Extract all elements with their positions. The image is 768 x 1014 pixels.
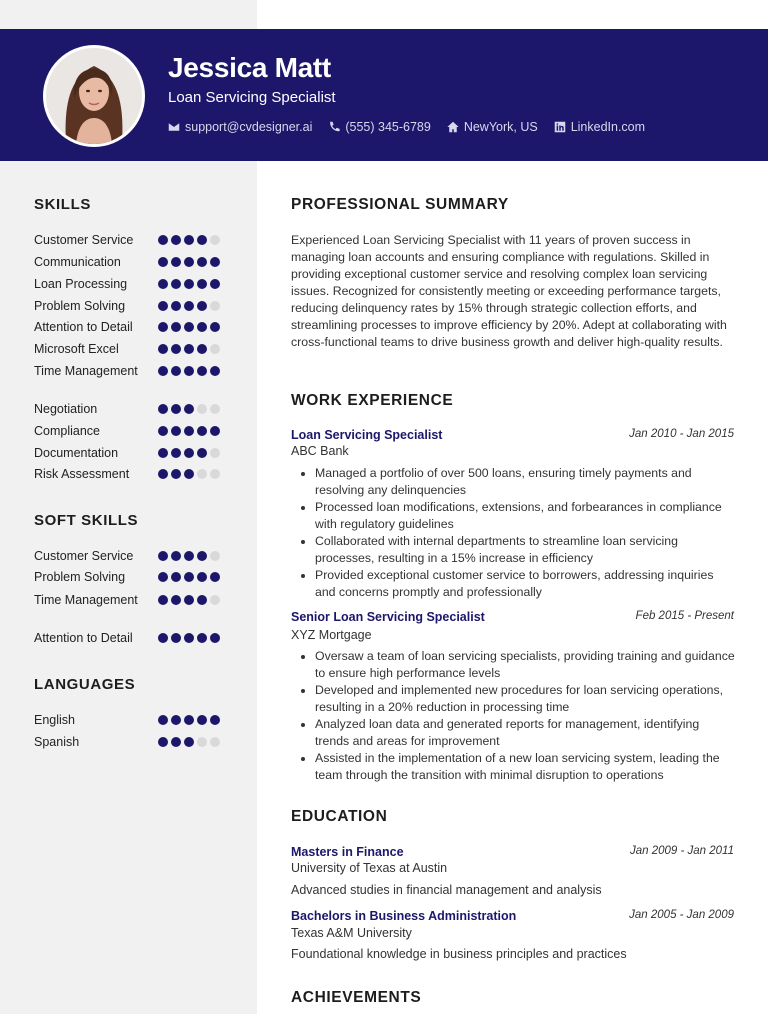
rating-dot — [210, 633, 220, 643]
job-title: Senior Loan Servicing Specialist — [291, 610, 485, 624]
job-title: Loan Servicing Specialist — [291, 428, 443, 442]
job-dates: Jan 2010 - Jan 2015 — [629, 428, 734, 440]
rating-dot — [210, 448, 220, 458]
rating-label: Attention to Detail — [34, 631, 133, 645]
job-bullet: Analyzed loan data and generated reports for management, identifying trends and areas for improvement — [315, 716, 735, 750]
rating-row — [34, 297, 224, 315]
phone-text: (555) 345-6789 — [345, 120, 431, 134]
rating-dot — [158, 257, 168, 267]
rating-row — [34, 733, 224, 751]
company-name: ABC Bank — [291, 444, 349, 458]
rating-dot — [197, 257, 207, 267]
job-bullet: Managed a portfolio of over 500 loans, ensuring timely payments and resolving any delinquencies — [315, 465, 735, 499]
rating-label: Compliance — [34, 424, 101, 438]
rating-row — [34, 465, 224, 483]
rating-dot — [210, 404, 220, 414]
rating-dots — [158, 322, 223, 332]
rating-dot — [210, 469, 220, 479]
rating-dot — [210, 344, 220, 354]
job-bullets — [315, 465, 735, 601]
email-text: support@cvdesigner.ai — [185, 120, 313, 134]
rating-dot — [184, 235, 194, 245]
rating-dot — [197, 737, 207, 747]
rating-dot — [158, 279, 168, 289]
rating-dots — [158, 235, 223, 245]
profile-photo — [46, 48, 142, 144]
rating-dot — [171, 595, 181, 605]
rating-dot — [184, 469, 194, 479]
soft-skills-heading: SOFT SKILLS — [34, 512, 139, 529]
rating-dot — [197, 633, 207, 643]
rating-row — [34, 568, 224, 586]
rating-label: Documentation — [34, 446, 119, 460]
rating-row — [34, 711, 224, 729]
summary-heading: PROFESSIONAL SUMMARY — [291, 196, 509, 213]
location-text: NewYork, US — [463, 120, 538, 134]
rating-dot — [184, 344, 194, 354]
rating-dot — [210, 301, 220, 311]
rating-dot — [158, 404, 168, 414]
rating-label: Risk Assessment — [34, 467, 130, 481]
rating-dots — [158, 572, 223, 582]
rating-dot — [158, 469, 168, 479]
rating-row — [34, 340, 224, 358]
home-icon — [447, 121, 459, 133]
rating-dot — [171, 366, 181, 376]
rating-row — [34, 444, 224, 462]
rating-dot — [210, 322, 220, 332]
languages-heading: LANGUAGES — [34, 676, 136, 693]
rating-dot — [210, 366, 220, 376]
rating-dot — [171, 715, 181, 725]
contact-linkedin[interactable] — [554, 120, 645, 134]
rating-dot — [210, 572, 220, 582]
rating-label: Negotiation — [34, 402, 98, 416]
candidate-role: Loan Servicing Specialist — [168, 89, 336, 106]
rating-dot — [210, 257, 220, 267]
rating-dot — [184, 737, 194, 747]
rating-dots — [158, 551, 223, 561]
experience-heading: WORK EXPERIENCE — [291, 392, 454, 409]
rating-dot — [184, 257, 194, 267]
rating-dots — [158, 279, 223, 289]
rating-dot — [171, 344, 181, 354]
rating-dot — [171, 404, 181, 414]
degree-dates: Jan 2005 - Jan 2009 — [629, 909, 734, 921]
rating-row — [34, 253, 224, 271]
rating-label: Customer Service — [34, 549, 134, 563]
job-bullet: Collaborated with internal departments to streamline loan servicing processes, resulting in a 15% increase in efficiency — [315, 533, 735, 567]
job-dates: Feb 2015 - Present — [635, 610, 734, 622]
rating-dot — [197, 469, 207, 479]
envelope-icon — [168, 121, 180, 133]
rating-dot — [184, 404, 194, 414]
job-bullets — [315, 648, 735, 784]
candidate-name: Jessica Matt — [168, 52, 331, 83]
rating-dot — [158, 551, 168, 561]
rating-dot — [210, 426, 220, 436]
rating-row — [34, 400, 224, 418]
rating-dot — [197, 426, 207, 436]
rating-label: Communication — [34, 255, 121, 269]
rating-label: Attention to Detail — [34, 320, 133, 334]
rating-dot — [210, 715, 220, 725]
rating-label: Microsoft Excel — [34, 342, 119, 356]
rating-dot — [184, 448, 194, 458]
achievements-heading: ACHIEVEMENTS — [291, 989, 422, 1006]
rating-dot — [197, 235, 207, 245]
rating-label: English — [34, 713, 75, 727]
rating-dot — [197, 366, 207, 376]
rating-dot — [184, 551, 194, 561]
rating-dot — [158, 366, 168, 376]
rating-row — [34, 362, 224, 380]
rating-row — [34, 275, 224, 293]
degree-description: Foundational knowledge in business principles and practices — [291, 947, 627, 961]
rating-dot — [171, 426, 181, 436]
education-heading: EDUCATION — [291, 808, 388, 825]
rating-row — [34, 629, 224, 647]
rating-dots — [158, 426, 223, 436]
contact-phone[interactable] — [328, 120, 430, 134]
rating-dot — [158, 322, 168, 332]
contact-bar — [168, 120, 661, 134]
rating-dot — [171, 279, 181, 289]
rating-dots — [158, 448, 223, 458]
rating-dot — [197, 448, 207, 458]
rating-row — [34, 547, 224, 565]
rating-dot — [158, 426, 168, 436]
rating-dot — [158, 595, 168, 605]
rating-dot — [171, 551, 181, 561]
rating-row — [34, 231, 224, 249]
rating-dot — [197, 279, 207, 289]
rating-dot — [184, 715, 194, 725]
rating-dot — [184, 322, 194, 332]
rating-label: Spanish — [34, 735, 80, 749]
rating-dots — [158, 715, 223, 725]
rating-row — [34, 591, 224, 609]
rating-dot — [171, 257, 181, 267]
degree-dates: Jan 2009 - Jan 2011 — [629, 845, 734, 857]
job-bullet: Developed and implemented new procedures for loan servicing operations, resulting in a 20% reduction in processing time — [315, 682, 735, 716]
rating-dot — [171, 633, 181, 643]
rating-dots — [158, 469, 223, 479]
rating-label: Time Management — [34, 364, 138, 378]
rating-dots — [158, 344, 223, 354]
job-bullet: Processed loan modifications, extensions, and forbearances in compliance with regulatory guidelines — [315, 499, 735, 533]
summary-text: Experienced Loan Servicing Specialist with 11 years of proven success in managing loan accounts and ensuring compliance with regulations. Skilled in providing exceptional customer service and resolving complex loan servicing issues. Recognized for consistently meeting or exceeding performance targets, reducing delinquency rates by 15% through strategic collection efforts, and streamlining processes to improve efficiency by 20%. Adept at collaborating with cross-functional teams to drive business growth and deliver high-quality results. — [291, 233, 727, 349]
rating-dots — [158, 301, 223, 311]
rating-dot — [184, 366, 194, 376]
phone-icon — [328, 121, 340, 133]
rating-label: Problem Solving — [34, 570, 126, 584]
rating-dot — [184, 279, 194, 289]
rating-dots — [158, 257, 223, 267]
job-bullet: Provided exceptional customer service to borrowers, addressing inquiries and concerns promptly and professionally — [315, 567, 735, 601]
rating-dot — [184, 426, 194, 436]
linkedin-text: LinkedIn.com — [570, 120, 646, 134]
rating-dot — [210, 551, 220, 561]
rating-label: Time Management — [34, 593, 138, 607]
rating-dot — [210, 595, 220, 605]
rating-row — [34, 318, 224, 336]
rating-dot — [184, 633, 194, 643]
rating-dots — [158, 633, 223, 643]
job-bullet: Oversaw a team of loan servicing specialists, providing training and guidance to ensure high performance levels — [315, 649, 735, 680]
rating-dot — [210, 235, 220, 245]
rating-dot — [197, 322, 207, 332]
skills-heading: SKILLS — [34, 196, 91, 213]
rating-dot — [184, 572, 194, 582]
rating-dot — [158, 448, 168, 458]
rating-dot — [184, 301, 194, 311]
rating-dots — [158, 404, 223, 414]
rating-dot — [171, 737, 181, 747]
rating-dot — [197, 344, 207, 354]
rating-dot — [158, 572, 168, 582]
job-bullet: Assisted in the implementation of a new loan servicing system, leading the team through the transition with minimal disruption to operations — [315, 750, 735, 784]
school-name: Texas A&M University — [291, 926, 412, 940]
rating-label: Problem Solving — [34, 299, 126, 313]
rating-dot — [158, 737, 168, 747]
rating-dot — [171, 469, 181, 479]
rating-dot — [158, 235, 168, 245]
rating-dot — [158, 344, 168, 354]
rating-dot — [158, 301, 168, 311]
degree-title: Bachelors in Business Administration — [291, 909, 517, 923]
rating-dot — [197, 572, 207, 582]
rating-dot — [184, 595, 194, 605]
rating-row — [34, 422, 224, 440]
rating-dot — [171, 572, 181, 582]
rating-dot — [210, 737, 220, 747]
rating-dot — [197, 404, 207, 414]
rating-dots — [158, 737, 223, 747]
rating-dot — [197, 551, 207, 561]
rating-dot — [171, 301, 181, 311]
rating-dot — [197, 301, 207, 311]
rating-dot — [210, 279, 220, 289]
rating-label: Loan Processing — [34, 277, 128, 291]
rating-dot — [197, 595, 207, 605]
rating-dots — [158, 595, 223, 605]
rating-dot — [197, 715, 207, 725]
contact-email[interactable] — [168, 120, 312, 134]
rating-label: Customer Service — [34, 233, 134, 247]
degree-description: Advanced studies in financial management and analysis — [291, 883, 602, 897]
contact-location[interactable] — [447, 120, 538, 134]
rating-dots — [158, 366, 223, 376]
rating-dot — [158, 633, 168, 643]
company-name: XYZ Mortgage — [291, 628, 372, 642]
school-name: University of Texas at Austin — [291, 861, 448, 875]
degree-title: Masters in Finance — [291, 845, 404, 859]
rating-dot — [171, 322, 181, 332]
linkedin-icon — [554, 121, 566, 133]
rating-dot — [171, 448, 181, 458]
rating-dot — [158, 715, 168, 725]
avatar — [43, 45, 145, 147]
rating-dot — [171, 235, 181, 245]
